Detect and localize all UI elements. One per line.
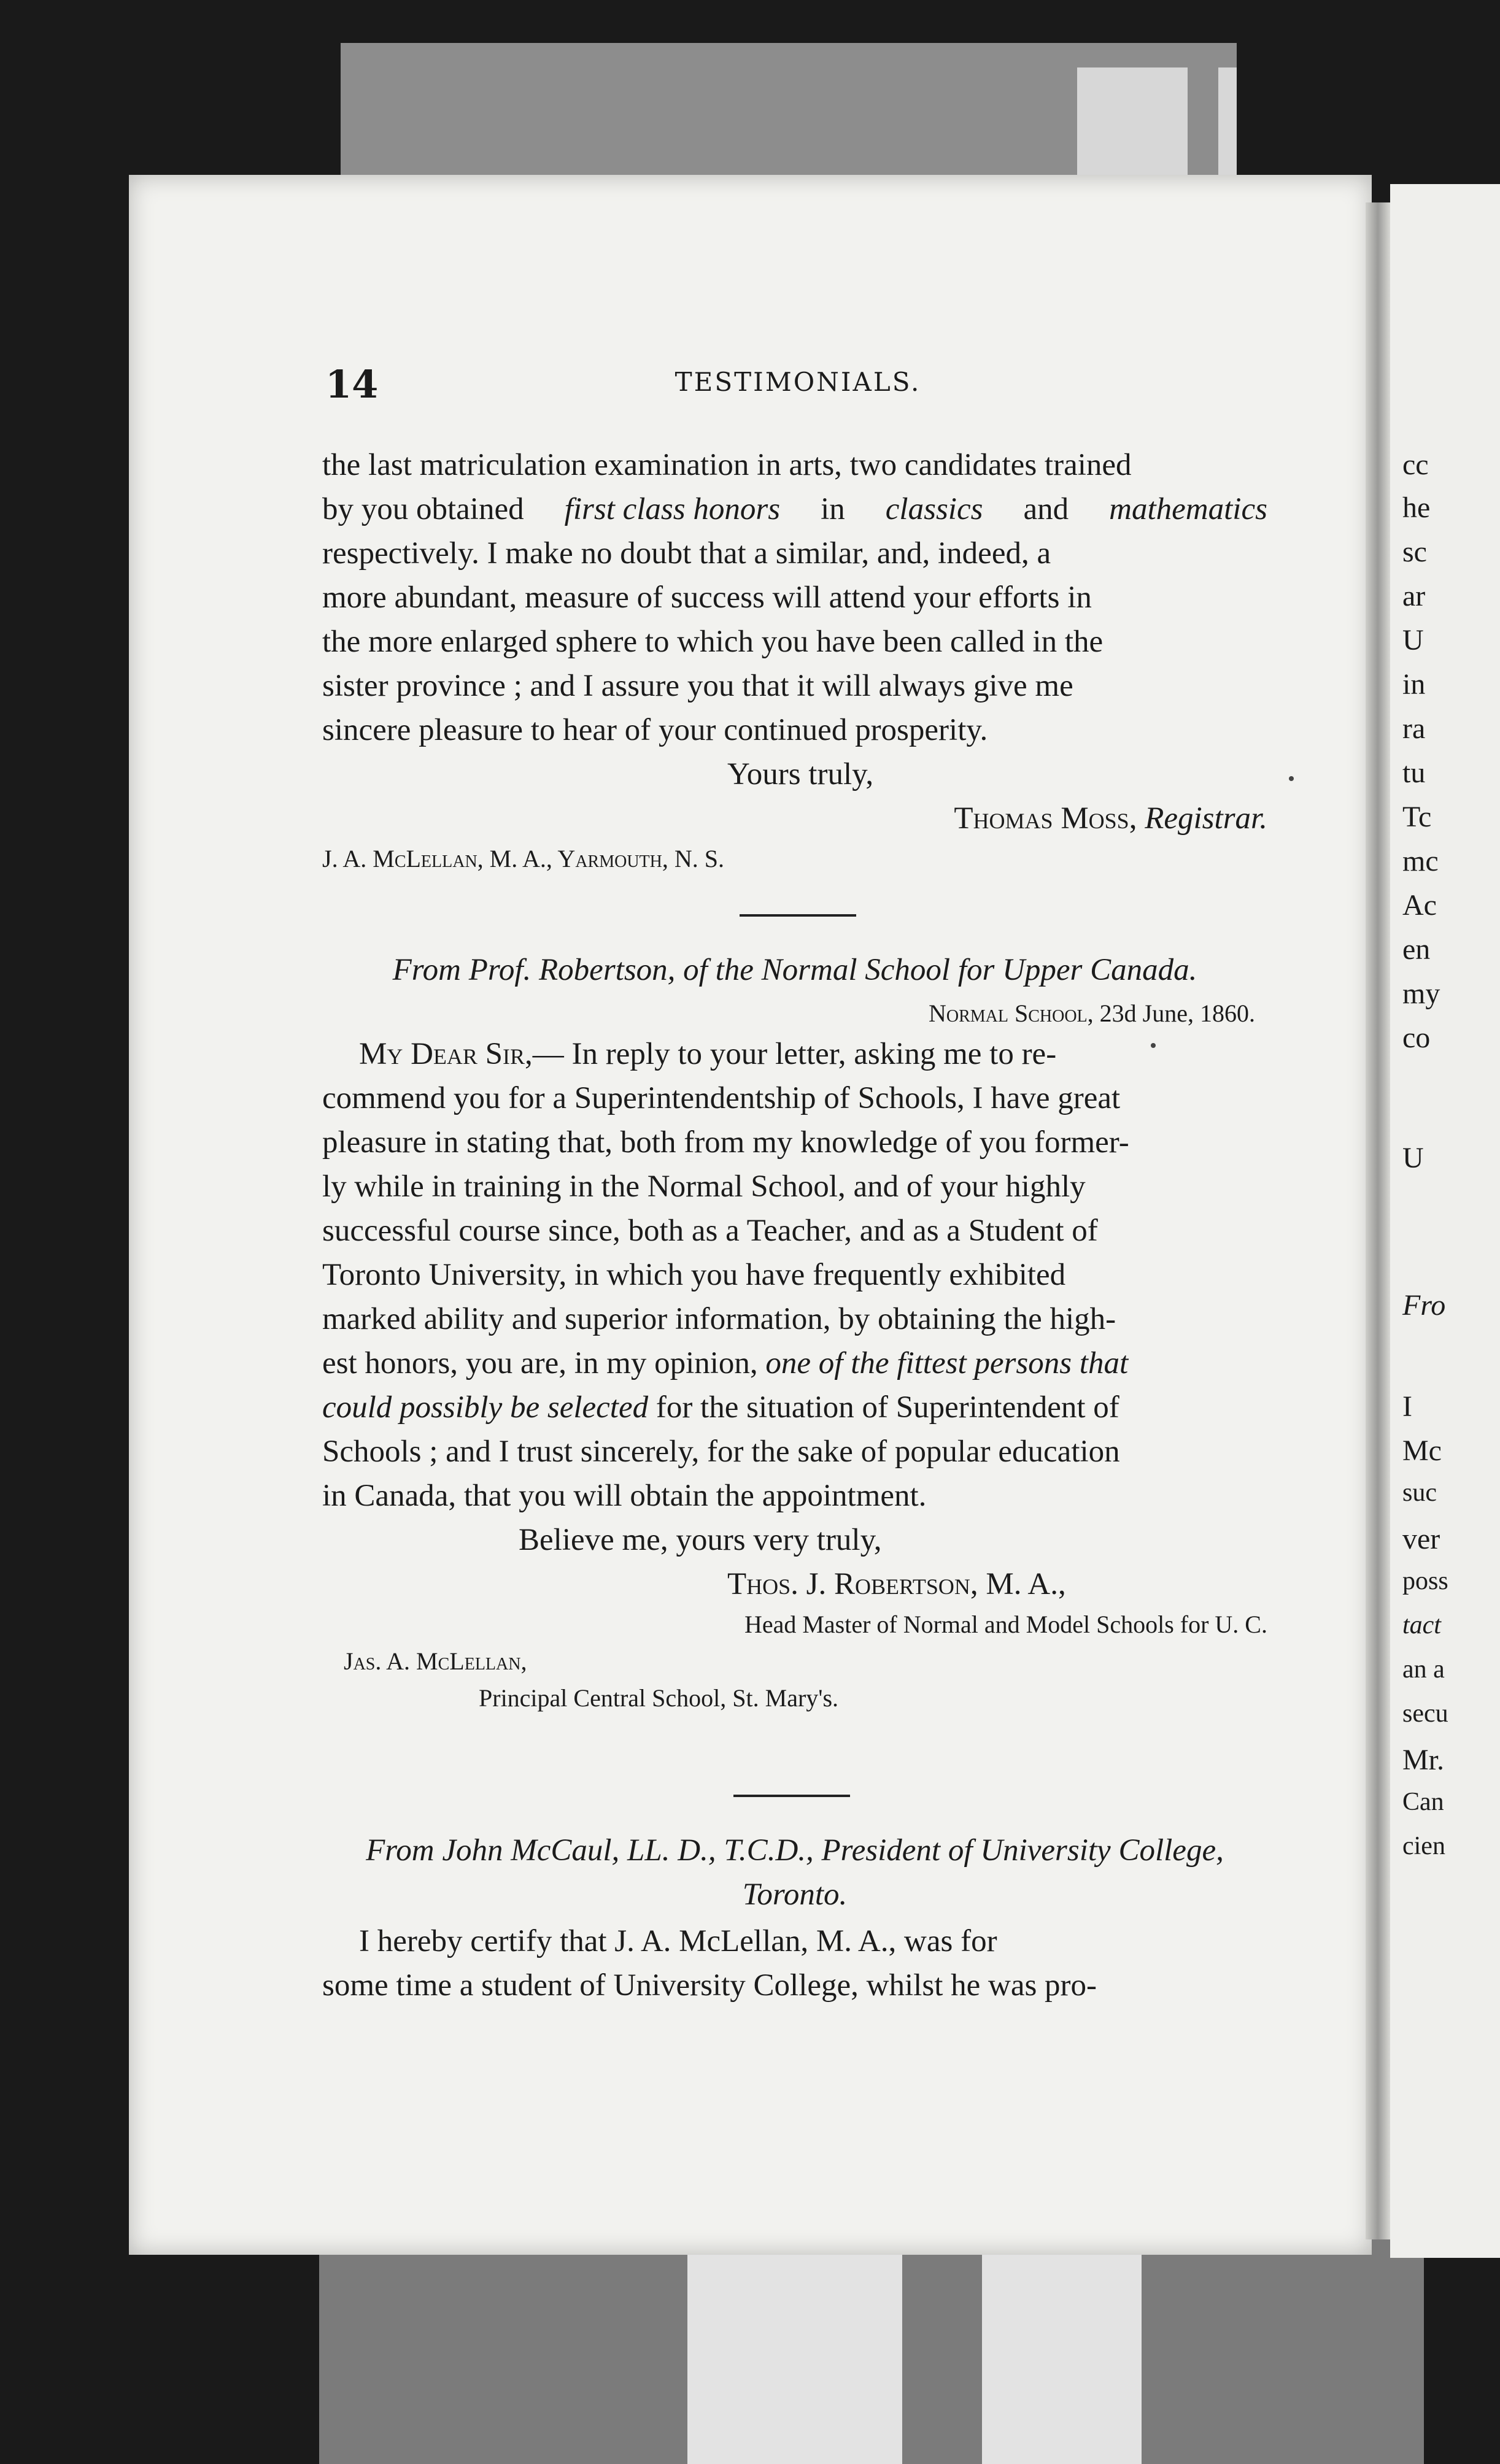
text-line: Schools ; and I trust sincerely, for the sake of popular education	[322, 1434, 1120, 1469]
facing-fragment: tu	[1402, 757, 1426, 789]
text-fragment: mathematics	[1109, 492, 1267, 526]
addressee-title: Principal Central School, St. Mary's.	[479, 1684, 839, 1712]
text-line	[322, 1032, 1267, 1076]
facing-fragment: suc	[1402, 1479, 1437, 1507]
facing-fragment: he	[1402, 491, 1431, 524]
text-fragment: est honors, you are, in my opinion,	[322, 1346, 758, 1380]
mccaul-letter	[322, 1828, 1267, 2008]
text-fragment: for the situation of Superintendent of	[655, 1390, 1119, 1425]
signer-title: Registrar.	[1145, 801, 1267, 836]
facing-fragment: secu	[1402, 1700, 1448, 1728]
page-number: 14	[325, 362, 379, 407]
scan-speck	[1289, 776, 1294, 781]
text-line	[322, 1341, 1267, 1385]
scan-speck	[1151, 1043, 1156, 1048]
text-fragment: and	[1023, 492, 1069, 526]
section-divider	[740, 914, 856, 917]
text-fragment: classics	[885, 492, 983, 526]
letter-heading-continued: Toronto.	[742, 1877, 848, 1912]
addressee-name: Jas. A. McLellan,	[344, 1647, 527, 1675]
text-line: the more enlarged sphere to which you have been called in the	[322, 625, 1104, 659]
addressee: J. A. McLellan, M. A., Yarmouth, N. S.	[322, 845, 725, 872]
facing-fragment: I	[1402, 1390, 1412, 1423]
text-line: the last matriculation examination in arts, two candidates trained	[322, 448, 1132, 482]
page-tab	[687, 2233, 902, 2464]
facing-fragment: U	[1402, 1142, 1424, 1174]
text-line: sincere pleasure to hear of your continued prosperity.	[322, 713, 988, 747]
facing-fragment: mc	[1402, 845, 1439, 877]
text-line: in Canada, that you will obtain the appointment.	[322, 1479, 927, 1513]
text-fragment: — In reply to your letter, asking me to re-	[532, 1037, 1057, 1071]
text-line	[322, 487, 1267, 531]
section-divider	[733, 1795, 850, 1797]
facing-fragment: tact	[1402, 1611, 1441, 1639]
text-line: commend you for a Superintendentship of Schools, I have great	[322, 1081, 1121, 1115]
text-line: respectively. I make no doubt that a similar, and, indeed, a	[322, 536, 1051, 571]
letter-closing: Yours truly,	[727, 757, 874, 791]
book-edge-bottom	[319, 2233, 1424, 2464]
text-fragment: could possibly be selected	[322, 1390, 649, 1425]
text-line: successful course since, both as a Teacher, and as a Student of	[322, 1214, 1098, 1248]
signer-name: Thomas Moss,	[954, 801, 1137, 836]
facing-page	[1390, 184, 1500, 2258]
facing-fragment: en	[1402, 933, 1431, 966]
signature	[322, 796, 1267, 841]
letter-dateline	[322, 995, 1267, 1032]
book-edge-top	[341, 43, 1237, 190]
facing-fragment: Ac	[1402, 889, 1437, 922]
facing-fragment: Fro	[1402, 1289, 1446, 1322]
running-head: TESTIMONIALS.	[675, 367, 921, 397]
text-line: sister province ; and I assure you that it will always give me	[322, 669, 1073, 703]
facing-fragment: Can	[1402, 1788, 1444, 1816]
text-line: some time a student of University College, whilst he was pro-	[322, 1968, 1097, 2003]
robertson-letter	[322, 948, 1267, 1717]
facing-fragment: sc	[1402, 536, 1427, 568]
text-fragment: first class honors	[564, 492, 781, 526]
page-tab	[1077, 67, 1188, 190]
text-line: pleasure in stating that, both from my knowledge of you former-	[322, 1125, 1129, 1160]
moss-letter	[322, 443, 1267, 877]
salutation: My Dear Sir,	[359, 1037, 533, 1071]
text-line: ly while in training in the Normal School, and of your highly	[322, 1169, 1086, 1204]
letter-heading: From John McCaul, LL. D., T.C.D., President of University College,	[366, 1833, 1224, 1868]
text-line: more abundant, measure of success will attend your efforts in	[322, 580, 1092, 615]
facing-fragment: co	[1402, 1022, 1431, 1054]
letter-place: Normal School,	[928, 999, 1094, 1027]
facing-fragment: ra	[1402, 712, 1426, 745]
page-tab	[982, 2233, 1142, 2464]
letter-date: 23d June, 1860.	[1099, 999, 1255, 1027]
facing-fragment: ver	[1402, 1523, 1440, 1555]
signer-name: Thos. J. Robertson, M. A.,	[727, 1567, 1066, 1601]
facing-fragment: in	[1402, 668, 1426, 701]
page-header	[325, 362, 1270, 411]
text-line: marked ability and superior information, by obtaining the high-	[322, 1302, 1116, 1336]
facing-fragment: poss	[1402, 1567, 1448, 1595]
facing-fragment: my	[1402, 977, 1440, 1010]
text-fragment: in	[821, 492, 845, 526]
text-fragment: one of the fittest persons that	[765, 1346, 1129, 1380]
facing-fragment: cien	[1402, 1832, 1445, 1860]
text-line	[322, 1385, 1267, 1430]
facing-fragment: an a	[1402, 1655, 1445, 1684]
page-tab	[1218, 67, 1237, 190]
text-line: Toronto University, in which you have frequently exhibited	[322, 1258, 1066, 1292]
letter-closing: Believe me, yours very truly,	[519, 1523, 882, 1557]
letter-heading: From Prof. Robertson, of the Normal School for Upper Canada.	[392, 953, 1197, 987]
facing-fragment: Mr.	[1402, 1744, 1445, 1776]
facing-fragment: ar	[1402, 580, 1426, 612]
facing-fragment: Mc	[1402, 1434, 1442, 1467]
text-fragment: by you obtained	[322, 492, 524, 526]
page-gutter	[1366, 202, 1390, 2239]
facing-fragment: cc	[1402, 449, 1429, 481]
facing-fragment: U	[1402, 624, 1424, 656]
facing-fragment: Tc	[1402, 801, 1432, 833]
signer-title: Head Master of Normal and Model Schools for U. C.	[744, 1611, 1267, 1638]
text-line: I hereby certify that J. A. McLellan, M. A., was for	[359, 1924, 997, 1958]
